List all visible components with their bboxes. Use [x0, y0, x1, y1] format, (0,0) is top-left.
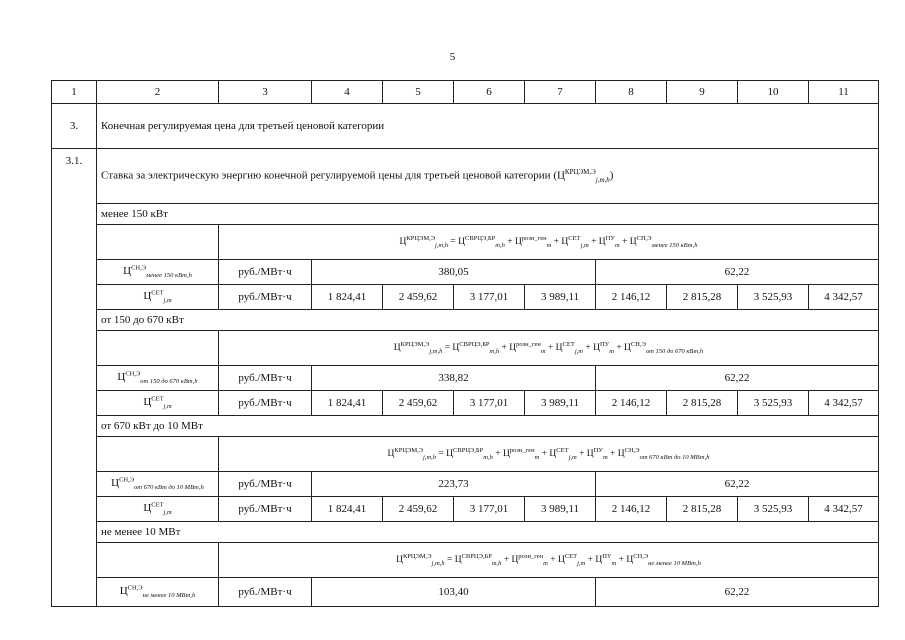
unit-cell: руб./МВт·ч: [219, 497, 312, 522]
subsection-row: [52, 149, 879, 204]
set-value: 4 342,57: [809, 285, 879, 310]
unit-cell: руб./МВт·ч: [219, 260, 312, 285]
set-row: [52, 285, 879, 310]
set-symbol-cell: [97, 497, 219, 522]
col-header: 4: [312, 81, 383, 104]
set-value: 2 815,28: [667, 391, 738, 416]
sn-symbol-cell: [97, 472, 219, 497]
unit-cell: руб./МВт·ч: [219, 578, 312, 607]
set-value: 1 824,41: [312, 285, 383, 310]
formula-cell: [219, 543, 879, 578]
col-header: 2: [97, 81, 219, 104]
formula: $Ц^{КРЦЭМ,Э}_{j,m,h} = Ц^{СВРЦЭ,БР}_{m,h} + Ц^{розн\_ген}_m + Ц^{СЕТ}_{j,m} + Ц^{ПУ}_m + Ц^{СН,Э}_{от 670 кВт до 10 МВт,h}$: [387, 446, 710, 462]
set-row: [52, 497, 879, 522]
formula-row: [52, 225, 879, 260]
page-number: 5: [449, 51, 456, 63]
set-value: 1 824,41: [312, 497, 383, 522]
group-label: от 670 кВт до 10 МВт: [97, 416, 879, 437]
sn-value: 103,40: [312, 578, 596, 607]
set-value: 3 989,11: [525, 285, 596, 310]
col-header: 1: [52, 81, 97, 104]
sn-value-2: 62,22: [596, 578, 879, 607]
sn-row: [52, 578, 879, 607]
formula: $Ц^{КРЦЭМ,Э}_{j,m,h} = Ц^{СВРЦЭ,БР}_{m,h} + Ц^{розн\_ген}_m + Ц^{СЕТ}_{j,m} + Ц^{ПУ}_m + Ц^{СН,Э}_{не менее 10 МВт,h}$: [396, 552, 701, 568]
col-header: 7: [525, 81, 596, 104]
set-symbol-cell: [97, 391, 219, 416]
sn-value-2: 62,22: [596, 260, 879, 285]
subsection-number: 3.1.: [52, 149, 97, 607]
group-label: от 150 до 670 кВт: [97, 310, 879, 331]
set-value: 1 824,41: [312, 391, 383, 416]
group-label-row: [52, 416, 879, 437]
group-label-row: [52, 204, 879, 225]
sn-value: 223,73: [312, 472, 596, 497]
unit-cell: руб./МВт·ч: [219, 285, 312, 310]
set-row: [52, 391, 879, 416]
group-label: не менее 10 МВт: [97, 522, 879, 543]
set-value: 2 459,62: [383, 285, 454, 310]
group-label-row: [52, 310, 879, 331]
section-title: Конечная регулируемая цена для третьей ценовой категории: [97, 104, 879, 149]
set-value: 3 177,01: [454, 497, 525, 522]
section-row: [52, 104, 879, 149]
col-header: 3: [219, 81, 312, 104]
formula-cell: [219, 437, 879, 472]
unit-cell: руб./МВт·ч: [219, 472, 312, 497]
set-value: 3 525,93: [738, 497, 809, 522]
sn-value: 338,82: [312, 366, 596, 391]
col-header: 6: [454, 81, 525, 104]
set-value: 2 459,62: [383, 391, 454, 416]
group-label-row: [52, 522, 879, 543]
sn-symbol-cell: [97, 260, 219, 285]
set-value: 2 146,12: [596, 391, 667, 416]
sn-symbol-cell: [97, 366, 219, 391]
set-value: 2 146,12: [596, 285, 667, 310]
tariff-table: [51, 80, 879, 607]
formula-row: [52, 331, 879, 366]
section-number: 3.: [52, 104, 97, 149]
formula: $Ц^{КРЦЭМ,Э}_{j,m,h} = Ц^{СВРЦЭ,БР}_{m,h} + Ц^{розн\_ген}_m + Ц^{СЕТ}_{j,m} + Ц^{ПУ}_m + Ц^{СН,Э}_{менее 150 кВт,h}$: [399, 234, 698, 250]
sn-value: 380,05: [312, 260, 596, 285]
price-symbol: $Ц^{СН,Э}_{от 670 кВт до 10 МВт,h}$: [111, 476, 204, 492]
unit-cell: руб./МВт·ч: [219, 366, 312, 391]
price-symbol: $Ц^{СЕТ}_{j,m}$: [143, 395, 172, 411]
set-value: 2 815,28: [667, 497, 738, 522]
col-header: 5: [383, 81, 454, 104]
col-header: 11: [809, 81, 879, 104]
price-symbol: $Ц^{СЕТ}_{j,m}$: [143, 501, 172, 517]
sn-value-2: 62,22: [596, 472, 879, 497]
set-value: 4 342,57: [809, 497, 879, 522]
unit-cell: руб./МВт·ч: [219, 391, 312, 416]
col-header: 9: [667, 81, 738, 104]
set-value: 3 177,01: [454, 391, 525, 416]
subsection-title: Ставка за электрическую энергию конечной регулируемой цены для третьей ценовой категории $(Ц^{КРЦЭМ,Э}_{j,m,h})$: [97, 149, 879, 204]
price-symbol: $Ц^{СН,Э}_{от 150 до 670 кВт,h}$: [117, 370, 198, 386]
price-symbol: $Ц^{СН,Э}_{менее 150 кВт,h}$: [123, 264, 192, 280]
formula: $Ц^{КРЦЭМ,Э}_{j,m,h} = Ц^{СВРЦЭ,БР}_{m,h} + Ц^{розн\_ген}_m + Ц^{СЕТ}_{j,m} + Ц^{ПУ}_m + Ц^{СН,Э}_{от 150 до 670 кВт,h}$: [393, 340, 704, 356]
formula-row: [52, 437, 879, 472]
sn-value-2: 62,22: [596, 366, 879, 391]
col-header: 8: [596, 81, 667, 104]
set-value: 4 342,57: [809, 391, 879, 416]
sn-row: [52, 472, 879, 497]
set-value: 2 815,28: [667, 285, 738, 310]
price-symbol: $Ц^{СЕТ}_{j,m}$: [143, 289, 172, 305]
set-value: 2 459,62: [383, 497, 454, 522]
header-row: [52, 81, 879, 104]
set-value: 3 525,93: [738, 391, 809, 416]
sn-symbol-cell: [97, 578, 219, 607]
col-header: 10: [738, 81, 809, 104]
formula-cell: [219, 225, 879, 260]
group-label: менее 150 кВт: [97, 204, 879, 225]
set-value: 3 525,93: [738, 285, 809, 310]
sn-row: [52, 366, 879, 391]
set-value: 3 989,11: [525, 391, 596, 416]
price-symbol: $Ц^{СН,Э}_{не менее 10 МВт,h}$: [119, 584, 196, 600]
formula-cell: [219, 331, 879, 366]
formula-row: [52, 543, 879, 578]
sn-row: [52, 260, 879, 285]
set-value: 3 989,11: [525, 497, 596, 522]
set-symbol-cell: [97, 285, 219, 310]
set-value: 3 177,01: [454, 285, 525, 310]
set-value: 2 146,12: [596, 497, 667, 522]
